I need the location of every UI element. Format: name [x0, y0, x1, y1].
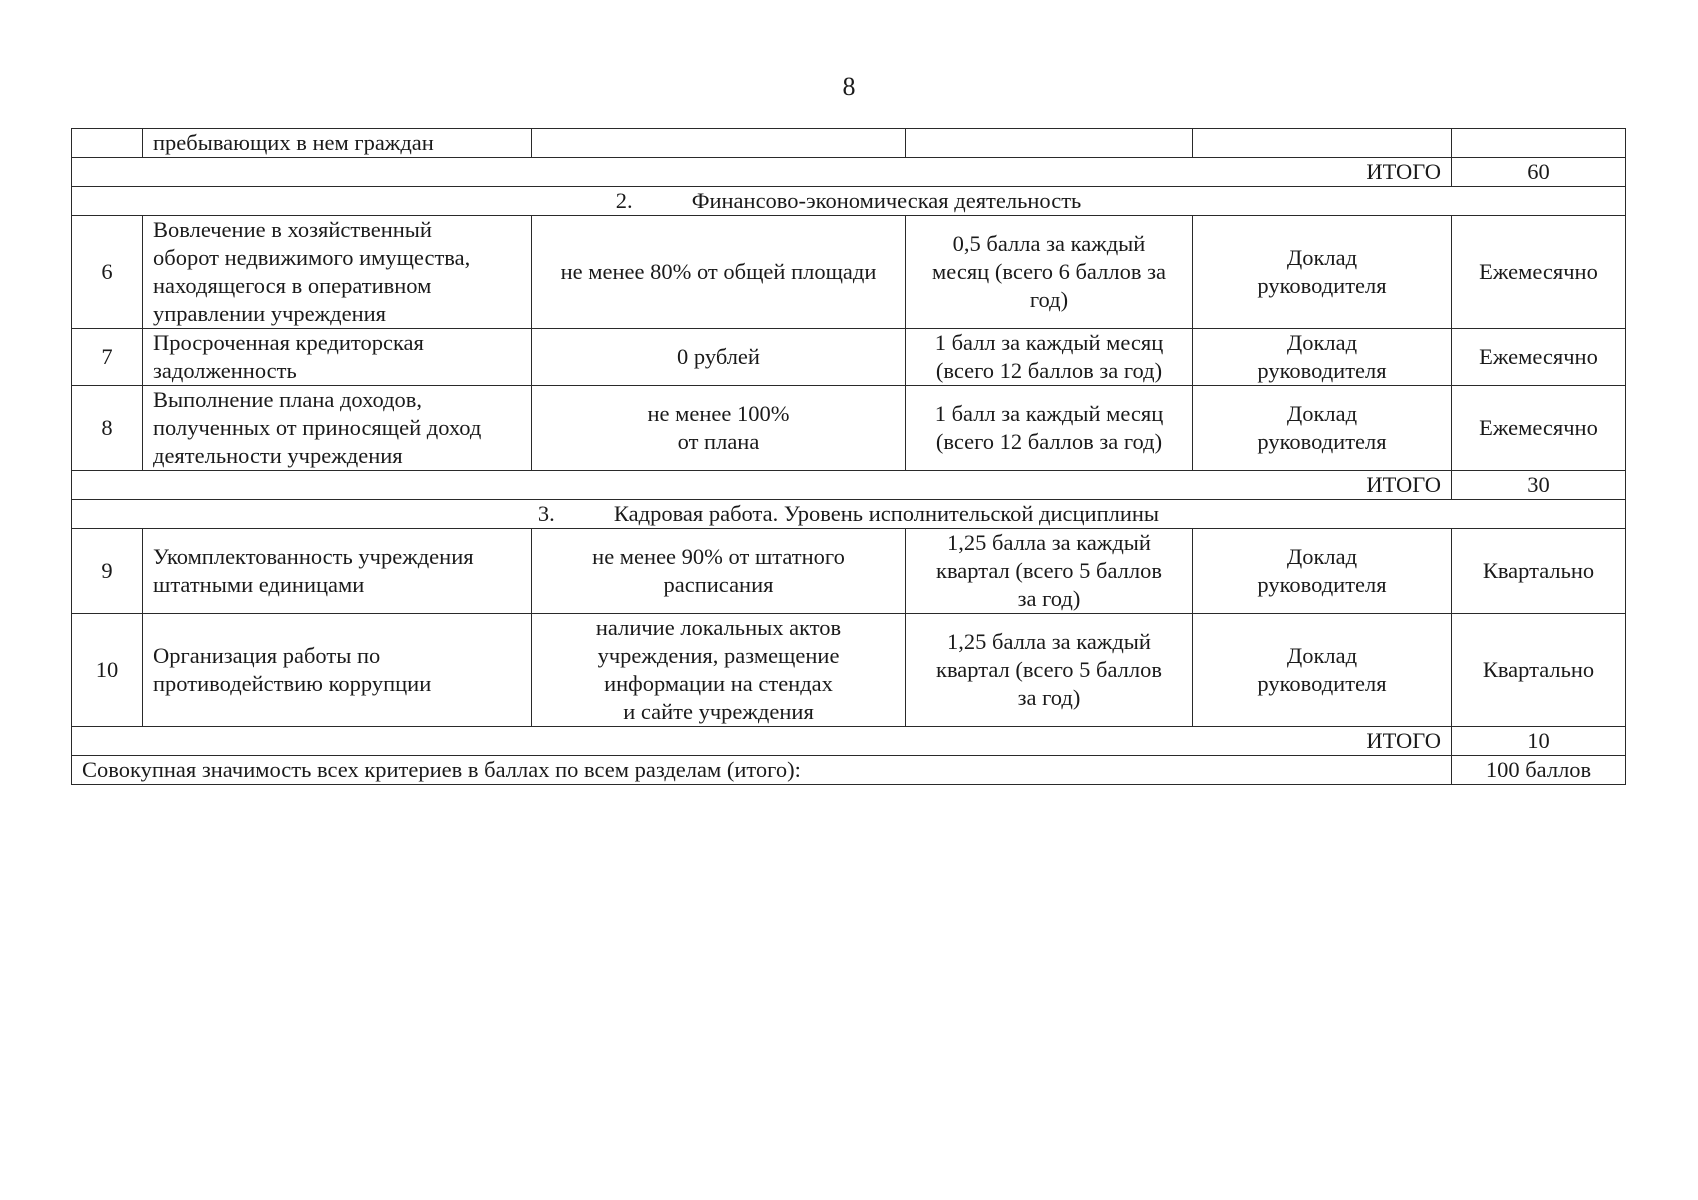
table-row	[72, 529, 1626, 614]
period-cell: Квартально	[1452, 529, 1626, 614]
row-number-cell: 7	[72, 329, 143, 386]
source-cell: Доклад руководителя	[1193, 529, 1452, 614]
source-cell: Доклад руководителя	[1193, 614, 1452, 727]
criterion-name-cell: Выполнение плана доходов, полученных от приносящей доход деятельности учреждения	[143, 386, 532, 471]
target-cell: не менее 90% от штатного расписания	[532, 529, 906, 614]
total-label: ИТОГО	[72, 158, 1452, 187]
row-number-cell	[72, 129, 143, 158]
target-cell	[532, 129, 906, 158]
row-number-cell: 8	[72, 386, 143, 471]
total-value: 30	[1452, 471, 1626, 500]
grand-total-value: 100 баллов	[1452, 756, 1626, 785]
table-row-continuation	[72, 129, 1626, 158]
period-cell	[1452, 129, 1626, 158]
period-cell: Ежемесячно	[1452, 216, 1626, 329]
period-cell: Ежемесячно	[1452, 386, 1626, 471]
section-3-total-row	[72, 727, 1626, 756]
target-cell: не менее 80% от общей площади	[532, 216, 906, 329]
section-3-header-row	[72, 500, 1626, 529]
criterion-name-cell: Просроченная кредиторская задолженность	[143, 329, 532, 386]
criterion-name-cell: Укомплектованность учреждения штатными единицами	[143, 529, 532, 614]
source-cell	[1193, 129, 1452, 158]
row-number-cell: 10	[72, 614, 143, 727]
source-cell: Доклад руководителя	[1193, 329, 1452, 386]
period-cell: Квартально	[1452, 614, 1626, 727]
total-value: 60	[1452, 158, 1626, 187]
period-cell: Ежемесячно	[1452, 329, 1626, 386]
points-cell: 1,25 балла за каждый квартал (всего 5 баллов за год)	[906, 614, 1193, 727]
table-row	[72, 329, 1626, 386]
criterion-name-cell: Вовлечение в хозяйственный оборот недвижимого имущества, находящегося в оперативном управлении учреждения	[143, 216, 532, 329]
target-cell: не менее 100% от плана	[532, 386, 906, 471]
grand-total-row	[72, 756, 1626, 785]
total-label: ИТОГО	[72, 471, 1452, 500]
points-cell: 1,25 балла за каждый квартал (всего 5 баллов за год)	[906, 529, 1193, 614]
section-number: 2.	[615, 188, 633, 213]
points-cell: 1 балл за каждый месяц (всего 12 баллов за год)	[906, 329, 1193, 386]
section-name: Кадровая работа. Уровень исполнительской дисциплины	[613, 501, 1160, 526]
table-row	[72, 216, 1626, 329]
page-number: 8	[842, 72, 856, 101]
table-row	[72, 614, 1626, 727]
total-label: ИТОГО	[72, 727, 1452, 756]
criterion-name-cell: пребывающих в нем граждан	[143, 129, 532, 158]
criteria-table	[71, 128, 1626, 785]
section-name: Финансово-экономическая деятельность	[691, 188, 1082, 213]
section-title	[72, 187, 1626, 216]
section-2-header-row	[72, 187, 1626, 216]
target-cell: 0 рублей	[532, 329, 906, 386]
source-cell: Доклад руководителя	[1193, 216, 1452, 329]
grand-total-label: Совокупная значимость всех критериев в баллах по всем разделам (итого):	[72, 756, 1452, 785]
section-title	[72, 500, 1626, 529]
criterion-name-cell: Организация работы по противодействию коррупции	[143, 614, 532, 727]
source-cell: Доклад руководителя	[1193, 386, 1452, 471]
points-cell	[906, 129, 1193, 158]
section-2-total-row	[72, 471, 1626, 500]
table-row	[72, 386, 1626, 471]
section-number: 3.	[537, 501, 555, 526]
row-number-cell: 9	[72, 529, 143, 614]
total-value: 10	[1452, 727, 1626, 756]
target-cell: наличие локальных актов учреждения, размещение информации на стендах и сайте учреждения	[532, 614, 906, 727]
row-number-cell: 6	[72, 216, 143, 329]
section-1-total-row	[72, 158, 1626, 187]
points-cell: 0,5 балла за каждый месяц (всего 6 баллов за год)	[906, 216, 1193, 329]
points-cell: 1 балл за каждый месяц (всего 12 баллов за год)	[906, 386, 1193, 471]
